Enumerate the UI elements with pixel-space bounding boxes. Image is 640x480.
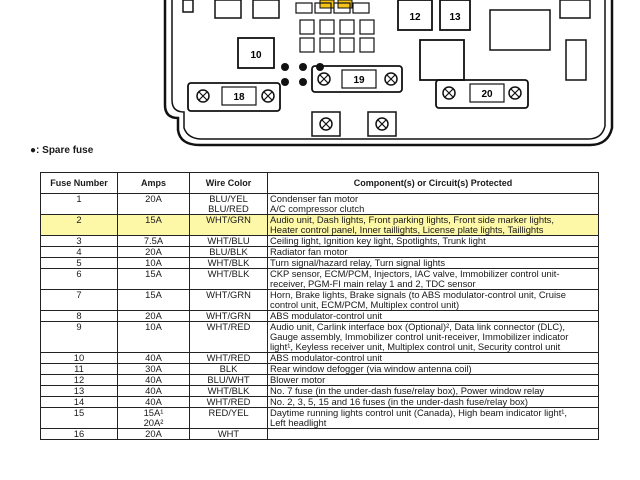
components-cell xyxy=(268,408,599,429)
fuse-box-diagram xyxy=(0,0,640,160)
components-cell xyxy=(268,429,599,440)
fuse-number-cell-line: 1 xyxy=(76,194,82,204)
wire-color-cell-line: WHT/BLU xyxy=(207,236,250,246)
fuse-number-cell xyxy=(41,269,118,290)
amps-cell-line: 15A xyxy=(145,269,162,279)
fuse-number-cell-line: 15 xyxy=(73,408,85,418)
amps-cell-line: 40A xyxy=(145,397,162,407)
components-cell-line: control unit, ECM/PCM, Multiplex control unit) xyxy=(270,300,460,310)
wire-color-cell xyxy=(190,215,268,236)
components-cell-line: Gauge assembly, Immobilizer control unit-receiver, Immobilizer indicator xyxy=(270,332,569,342)
amps-cell xyxy=(118,429,190,440)
fuse-number-cell-line: 8 xyxy=(76,311,82,321)
components-cell xyxy=(268,322,599,353)
amps-cell xyxy=(118,397,190,408)
fuse-number-cell-line: 14 xyxy=(73,397,85,407)
components-cell xyxy=(268,397,599,408)
amps-cell xyxy=(118,364,190,375)
fuse-number-cell-line xyxy=(43,204,115,214)
amps-cell-line: 20A xyxy=(145,194,162,204)
table-row xyxy=(41,215,599,236)
wire-color-cell xyxy=(190,322,268,353)
fuse-label-20: 20 xyxy=(481,89,493,100)
amps-cell-line: 40A xyxy=(145,375,162,385)
components-cell-line: Ceiling light, Ignition key light, Spotlights, Trunk light xyxy=(270,236,486,246)
components-cell-line: No. 2, 3, 5, 15 and 16 fuses (in the under-dash fuse/relay box) xyxy=(270,397,528,407)
wire-color-cell xyxy=(190,364,268,375)
amps-cell xyxy=(118,269,190,290)
wire-color-cell xyxy=(190,247,268,258)
fuse-number-cell xyxy=(41,236,118,247)
amps-cell-line: 15A xyxy=(145,290,162,300)
wire-color-cell xyxy=(190,408,268,429)
fuse-table xyxy=(40,172,599,440)
table-row xyxy=(41,258,599,269)
wire-color-cell-line: WHT/GRN xyxy=(206,311,251,321)
fuse-number-cell xyxy=(41,247,118,258)
table-row xyxy=(41,397,599,408)
amps-cell xyxy=(118,247,190,258)
components-cell-line: receiver, PGM-FI main relay 1 and 2, TDC sensor xyxy=(270,279,476,289)
wire-color-cell-line: BLU/RED xyxy=(208,204,249,214)
components-cell xyxy=(268,247,599,258)
table-row xyxy=(41,364,599,375)
components-cell xyxy=(268,236,599,247)
amps-cell xyxy=(118,215,190,236)
amps-cell xyxy=(118,194,190,215)
components-cell xyxy=(268,290,599,311)
wire-color-cell xyxy=(190,375,268,386)
components-cell-line: Audio unit, Carlink interface box (Optional)², Data link connector (DLC), xyxy=(270,322,565,332)
spare-fuse-legend xyxy=(30,145,93,156)
wire-color-cell-line: WHT/GRN xyxy=(206,215,251,225)
components-cell xyxy=(268,194,599,215)
fuse-number-cell xyxy=(41,386,118,397)
components-cell-line: Daytime running lights control unit (Canada), High beam indicator light¹, xyxy=(270,408,568,418)
table-row xyxy=(41,353,599,364)
wire-color-cell xyxy=(190,429,268,440)
wire-color-cell-line: WHT/BLK xyxy=(207,386,250,396)
fuse-number-cell xyxy=(41,397,118,408)
fuse-number-cell-line: 5 xyxy=(76,258,82,268)
wire-color-cell xyxy=(190,353,268,364)
fuse-number-cell xyxy=(41,311,118,322)
fuse-number-cell xyxy=(41,194,118,215)
amps-cell-line xyxy=(120,204,187,214)
fuse-number-cell-line: 11 xyxy=(74,364,84,374)
wire-color-cell xyxy=(190,397,268,408)
wire-color-cell-line: WHT/RED xyxy=(206,397,251,407)
wire-color-cell-line: WHT/GRN xyxy=(206,290,251,300)
fuse-label-10: 10 xyxy=(250,50,262,61)
components-cell-line: Condenser fan motor xyxy=(270,194,359,204)
fuse-number-cell-line: 12 xyxy=(73,375,85,385)
fuse-number-cell xyxy=(41,375,118,386)
fuse-label-18: 18 xyxy=(233,92,245,103)
components-cell-line: Left headlight xyxy=(270,418,327,428)
fuse-number-cell-line: 7 xyxy=(76,290,82,300)
wire-color-cell xyxy=(190,269,268,290)
table-row xyxy=(41,236,599,247)
wire-color-cell xyxy=(190,194,268,215)
amps-cell xyxy=(118,311,190,322)
components-cell-line: Turn signal/hazard relay, Turn signal lights xyxy=(270,258,446,268)
wire-color-cell xyxy=(190,311,268,322)
wire-color-cell-line: WHT/RED xyxy=(206,353,251,363)
wire-color-cell-line: BLU/BLK xyxy=(209,247,248,257)
amps-cell xyxy=(118,408,190,429)
wire-color-cell-line: WHT/BLK xyxy=(207,258,250,268)
amps-cell xyxy=(118,386,190,397)
components-cell-line: Heater control panel, Inner taillights, License plate lights, Taillights xyxy=(270,225,544,235)
fuse-number-cell xyxy=(41,215,118,236)
fuse-label-13: 13 xyxy=(449,12,461,23)
components-cell-line: ABS modulator-control unit xyxy=(270,353,383,363)
amps-cell xyxy=(118,353,190,364)
components-cell xyxy=(268,364,599,375)
fuse-number-cell xyxy=(41,258,118,269)
wire-color-cell-line: RED/YEL xyxy=(208,408,249,418)
table-row xyxy=(41,194,599,215)
components-cell-line: A/C compressor clutch xyxy=(270,204,365,214)
amps-cell-line: 7.5A xyxy=(143,236,164,246)
components-cell-line: ABS modulator-control unit xyxy=(270,311,383,321)
components-cell-line: Radiator fan motor xyxy=(270,247,348,257)
table-row xyxy=(41,247,599,258)
table-row xyxy=(41,386,599,397)
fuse-number-cell xyxy=(41,364,118,375)
wire-color-cell-line: BLK xyxy=(219,364,238,374)
fuse-number-cell xyxy=(41,322,118,353)
table-body xyxy=(41,194,599,440)
header-wire-color: Wire Color xyxy=(190,173,268,194)
amps-cell-line: 10A xyxy=(145,322,162,332)
wire-color-cell xyxy=(190,290,268,311)
table-row xyxy=(41,311,599,322)
components-cell xyxy=(268,375,599,386)
fuse-number-cell-line: 6 xyxy=(76,269,82,279)
header-fuse-number: Fuse Number xyxy=(41,173,118,194)
table-row xyxy=(41,322,599,353)
amps-cell-line: 10A xyxy=(145,258,162,268)
components-cell-line: Horn, Brake lights, Brake signals (to ABS modulator-control unit, Cruise xyxy=(270,290,566,300)
components-cell xyxy=(268,386,599,397)
wire-color-cell xyxy=(190,386,268,397)
fuse-number-cell-line: 3 xyxy=(76,236,82,246)
table-row xyxy=(41,290,599,311)
components-cell-line: Audio unit, Dash lights, Front parking lights, Front side marker lights, xyxy=(270,215,554,225)
wire-color-cell-line: BLU/YEL xyxy=(209,194,248,204)
table-row xyxy=(41,408,599,429)
amps-cell xyxy=(118,290,190,311)
components-cell xyxy=(268,311,599,322)
header-components: Component(s) or Circuit(s) Protected xyxy=(268,173,599,194)
amps-cell xyxy=(118,258,190,269)
components-cell xyxy=(268,258,599,269)
amps-cell-line: 20A xyxy=(145,311,162,321)
table-header-row xyxy=(41,173,599,194)
fuse-label-19: 19 xyxy=(353,75,365,86)
fuse-number-cell-line: 9 xyxy=(76,322,82,332)
components-cell xyxy=(268,353,599,364)
wire-color-cell xyxy=(190,258,268,269)
fuse-number-cell-line: 4 xyxy=(76,247,82,257)
amps-cell xyxy=(118,236,190,247)
fuse-number-cell xyxy=(41,353,118,364)
amps-cell xyxy=(118,375,190,386)
fuse-number-cell xyxy=(41,408,118,429)
components-cell-line: Rear window defogger (via window antenna coil) xyxy=(270,364,472,374)
components-cell-line xyxy=(270,429,596,439)
amps-cell-line: 30A xyxy=(145,364,162,374)
table-row xyxy=(41,269,599,290)
wire-color-cell-line: BLU/WHT xyxy=(207,375,250,385)
wire-color-cell xyxy=(190,236,268,247)
wire-color-cell-line: WHT/RED xyxy=(206,322,251,332)
fuse-number-cell-line: 13 xyxy=(73,386,85,396)
fuse-number-cell-line: 2 xyxy=(76,215,82,225)
components-cell-line: Blower motor xyxy=(270,375,326,385)
components-cell xyxy=(268,215,599,236)
fuse-label-12: 12 xyxy=(409,12,421,23)
legend-text: ●: Spare fuse xyxy=(30,145,94,156)
table-row xyxy=(41,375,599,386)
table-row xyxy=(41,429,599,440)
amps-cell-line: 20A xyxy=(145,429,162,439)
header-amps: Amps xyxy=(118,173,190,194)
amps-cell-line: 15A¹ xyxy=(143,408,164,418)
components-cell-line: No. 7 fuse (in the under-dash fuse/relay box), Power window relay xyxy=(270,386,545,396)
wire-color-cell-line: WHT/BLK xyxy=(207,269,250,279)
fuse-number-cell-line: 10 xyxy=(73,353,85,363)
amps-cell-line: 15A xyxy=(145,215,162,225)
fuse-number-cell-line: 16 xyxy=(73,429,85,439)
amps-cell-line: 20A xyxy=(145,247,162,257)
components-cell xyxy=(268,269,599,290)
wire-color-cell-line: WHT xyxy=(217,429,240,439)
components-cell-line: light¹, Keyless receiver unit, Multiplex control unit, Security control unit xyxy=(270,342,561,352)
amps-cell xyxy=(118,322,190,353)
components-cell-line: CKP sensor, ECM/PCM, Injectors, IAC valve, Immobilizer control unit- xyxy=(270,269,560,279)
amps-cell-line: 40A xyxy=(145,353,162,363)
fuse-number-cell xyxy=(41,290,118,311)
fuse-number-cell xyxy=(41,429,118,440)
amps-cell-line: 40A xyxy=(145,386,162,396)
amps-cell-line: 20A² xyxy=(143,418,164,428)
